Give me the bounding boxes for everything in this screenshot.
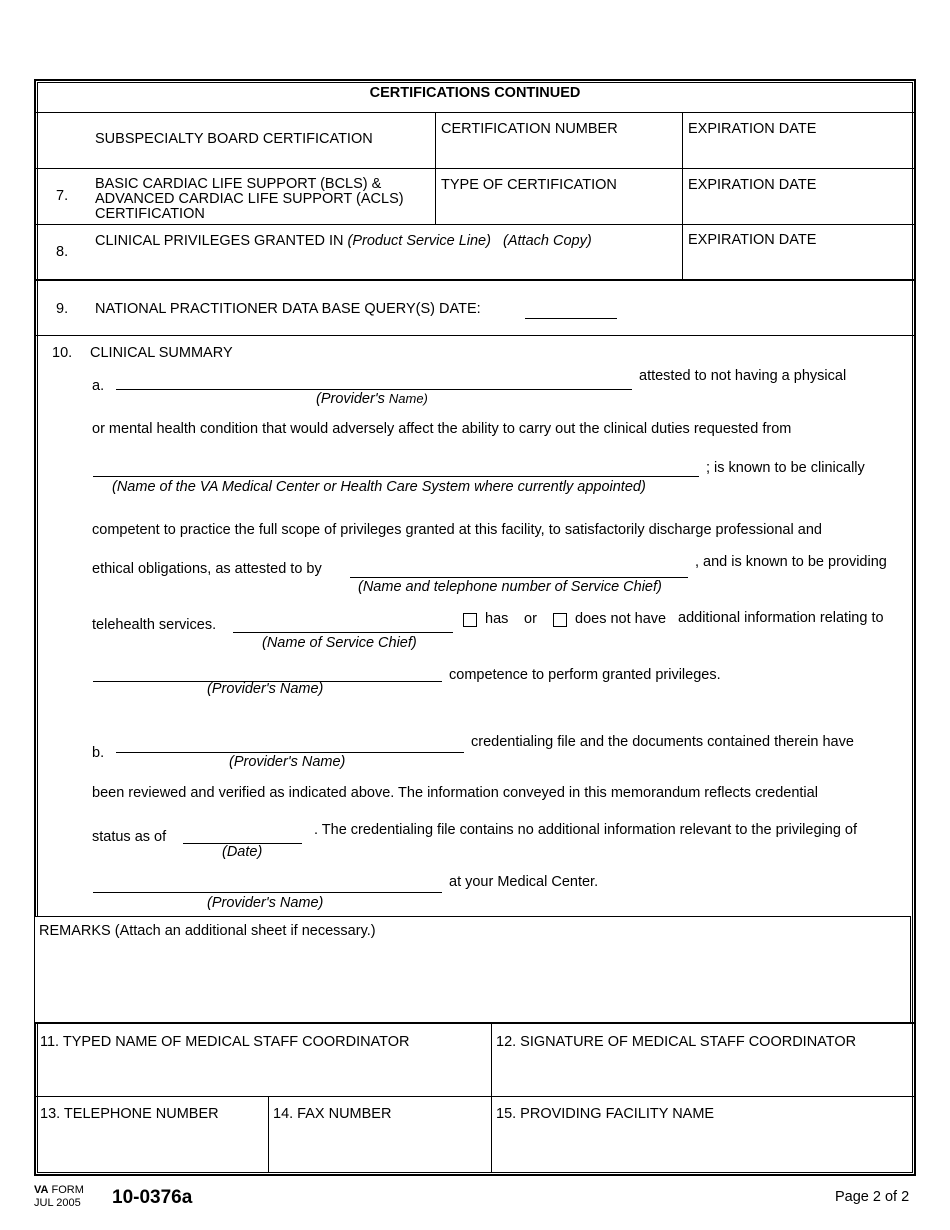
expiration-date-label: EXPIRATION DATE	[688, 232, 817, 248]
provider-name-caption: (Provider's Name)	[229, 754, 346, 770]
or-label: or	[524, 611, 537, 627]
provider-name-caption-2: Name)	[388, 391, 428, 406]
provider-name-field-a[interactable]	[116, 389, 632, 390]
rule	[268, 1096, 269, 1172]
telephone-number-label: 13. TELEPHONE NUMBER	[40, 1106, 219, 1122]
rule	[682, 112, 683, 280]
rule	[36, 168, 914, 169]
provider-name-caption: (Provider's Name)	[207, 895, 324, 911]
rule	[36, 112, 914, 113]
item-10a-text7: telehealth services.	[92, 617, 217, 633]
item-10a-text1: attested to not having a physical	[639, 368, 847, 384]
item-10b-text4: . The credentialing file contains no additional information relevant to the privileging of	[314, 822, 858, 838]
item-7-line1: BASIC CARDIAC LIFE SUPPORT (BCLS) &	[95, 176, 382, 192]
does-not-have-checkbox[interactable]	[553, 613, 567, 627]
item-8-label-attach: (Attach Copy)	[503, 233, 592, 249]
provider-name-field-center[interactable]	[93, 892, 442, 893]
service-chief-caption: (Name of Service Chief)	[262, 635, 417, 651]
footer-va: VA	[34, 1184, 49, 1196]
rule	[36, 279, 914, 281]
item-10a-text2: or mental health condition that would adversely affect the ability to carry out the clinical duties requested from	[92, 421, 792, 437]
expiration-date-label: EXPIRATION DATE	[688, 177, 817, 193]
expiration-date-label: EXPIRATION DATE	[688, 121, 817, 137]
item-9-number: 9.	[56, 301, 69, 317]
item-10a-label: a.	[92, 378, 105, 394]
item-7-line3: CERTIFICATION	[95, 206, 205, 222]
page-number: Page 2 of 2	[835, 1189, 910, 1205]
signature-coordinator-label: 12. SIGNATURE OF MEDICAL STAFF COORDINATOR	[496, 1034, 857, 1050]
query-date-field[interactable]	[525, 318, 617, 319]
item-10-title: CLINICAL SUMMARY	[90, 345, 233, 361]
item-10a-text8: additional information relating to	[678, 610, 884, 626]
va-center-caption: (Name of the VA Medical Center or Health Care System where currently appointed)	[112, 479, 646, 495]
certification-number-label: CERTIFICATION NUMBER	[441, 121, 618, 137]
rule	[435, 112, 436, 224]
providing-facility-label: 15. PROVIDING FACILITY NAME	[496, 1106, 715, 1122]
typed-name-coordinator-label: 11. TYPED NAME OF MEDICAL STAFF COORDINATOR	[40, 1034, 410, 1050]
fax-number-label: 14. FAX NUMBER	[273, 1106, 392, 1122]
item-10a-text6: , and is known to be providing	[695, 554, 887, 570]
va-medical-center-field[interactable]	[93, 476, 699, 477]
type-of-certification-label: TYPE OF CERTIFICATION	[441, 177, 617, 193]
item-10b-text3: status as of	[92, 829, 167, 845]
item-9-label: NATIONAL PRACTITIONER DATA BASE QUERY(S) DATE:	[95, 301, 481, 317]
item-10b-text1: credentialing file and the documents contained therein have	[471, 734, 854, 750]
item-8-label-text: CLINICAL PRIVILEGES GRANTED IN	[95, 233, 344, 249]
service-chief-phone-field[interactable]	[350, 577, 688, 578]
service-chief-field[interactable]	[233, 632, 453, 633]
provider-name-field-b[interactable]	[116, 752, 464, 753]
has-checkbox[interactable]	[463, 613, 477, 627]
remarks-label: REMARKS (Attach an additional sheet if necessary.)	[39, 923, 376, 939]
item-10a-text5: ethical obligations, as attested to by	[92, 561, 322, 577]
item-7-number: 7.	[56, 188, 69, 204]
item-7-line2: ADVANCED CARDIAC LIFE SUPPORT (ACLS)	[95, 191, 404, 207]
footer-date: JUL 2005	[34, 1197, 81, 1209]
rule	[491, 1024, 492, 1172]
item-8-label-product: (Product Service Line)	[347, 233, 491, 249]
form-number: 10-0376a	[112, 1187, 193, 1208]
footer-va-form	[34, 1184, 84, 1197]
rule	[36, 335, 914, 336]
item-10a-text9: competence to perform granted privileges.	[449, 667, 721, 683]
provider-name-caption	[316, 391, 428, 407]
has-label: has	[485, 611, 509, 627]
date-caption: (Date)	[222, 844, 263, 860]
item-10b-label: b.	[92, 745, 105, 761]
rule	[34, 1022, 914, 1024]
item-8-number: 8.	[56, 244, 69, 260]
item-10a-text4: competent to practice the full scope of privileges granted at this facility, to satisfactorily discharge professional and	[92, 522, 822, 538]
item-10a-text3: ; is known to be clinically	[706, 460, 865, 476]
footer-form: FORM	[51, 1184, 84, 1196]
provider-name-caption-1: (Provider's	[316, 391, 385, 407]
item-10b-text5: at your Medical Center.	[449, 874, 599, 890]
service-chief-phone-caption: (Name and telephone number of Service Chief)	[358, 579, 662, 595]
provider-name-caption: (Provider's Name)	[207, 681, 324, 697]
rule	[36, 224, 914, 225]
subspecialty-label: SUBSPECIALTY BOARD CERTIFICATION	[95, 131, 373, 147]
item-10b-text2: been reviewed and verified as indicated above. The information conveyed in this memorandum reflects credential	[92, 785, 818, 801]
item-8-label	[95, 233, 592, 249]
does-not-have-label: does not have	[575, 611, 667, 627]
section-title: CERTIFICATIONS CONTINUED	[369, 85, 581, 101]
item-10-number: 10.	[52, 345, 73, 361]
rule	[36, 1096, 914, 1097]
